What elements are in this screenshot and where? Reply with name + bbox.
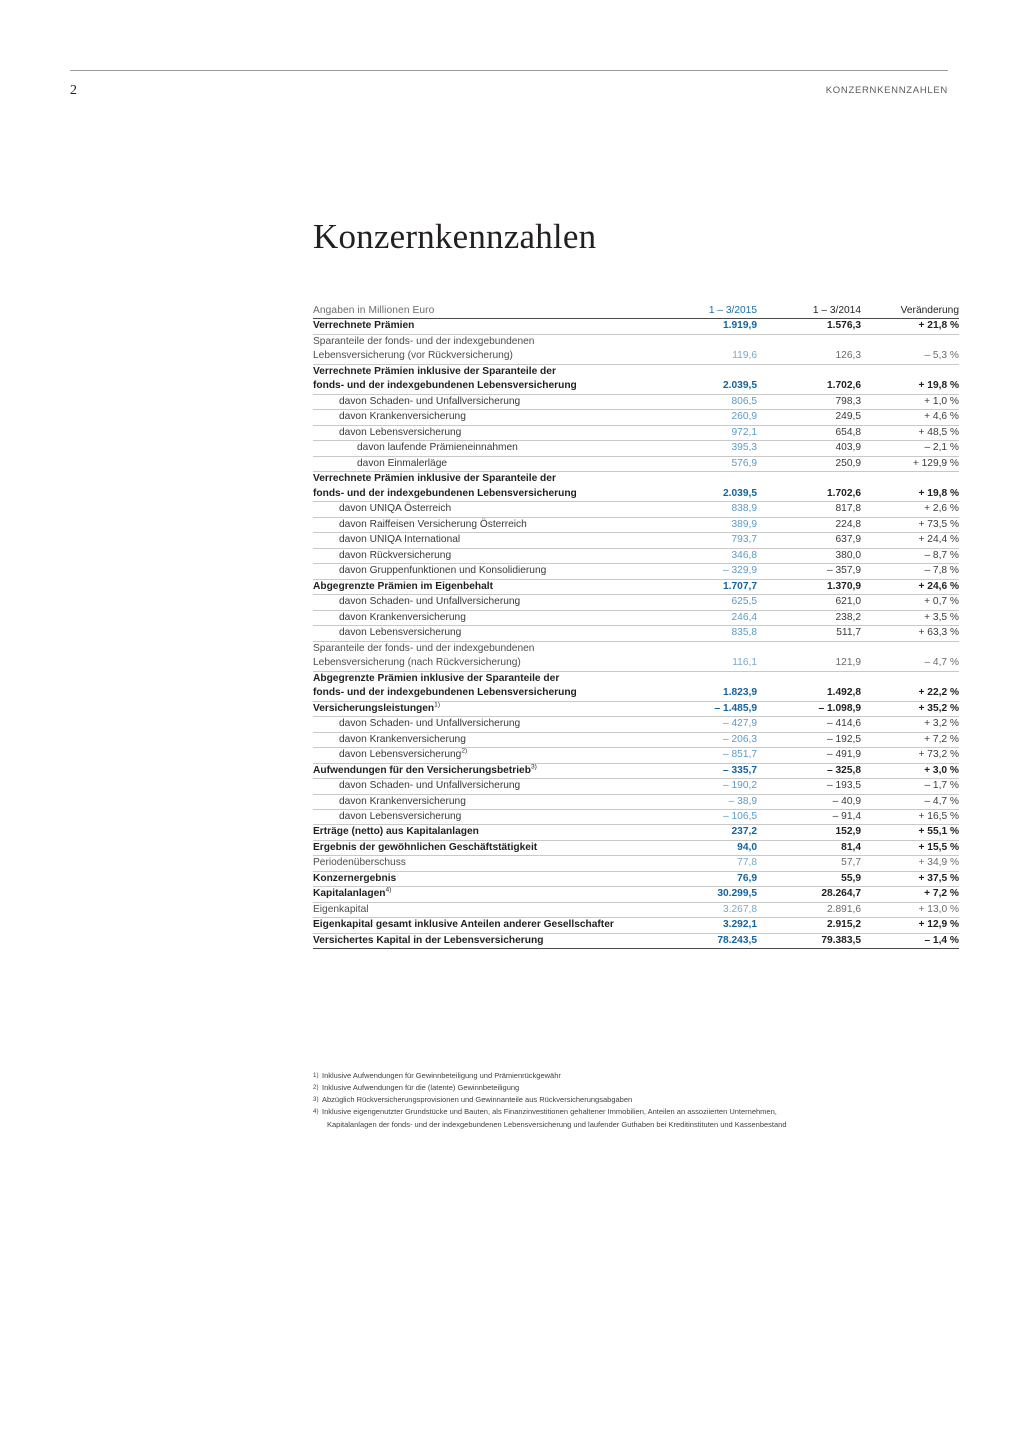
- table-row: [313, 472, 959, 502]
- row-label: [313, 918, 653, 933]
- row-value-change: + 21,8 %: [861, 319, 959, 334]
- row-value-change: + 35,2 %: [861, 701, 959, 716]
- row-value-year-current: 246,4: [653, 610, 757, 625]
- table-row: [313, 564, 959, 579]
- row-value-year-current: 395,3: [653, 441, 757, 456]
- row-value-year-current: 78.243,5: [653, 933, 757, 948]
- row-label-line1: davon Gruppenfunktionen und Konsolidierung: [339, 565, 547, 577]
- row-label-line1: davon Lebensversicherung: [339, 627, 462, 639]
- row-value-year-current: 389,9: [653, 517, 757, 532]
- table-row: [313, 717, 959, 732]
- row-label: [313, 779, 653, 794]
- table-row: [313, 595, 959, 610]
- table-row: [313, 856, 959, 871]
- row-value-year-previous: – 414,6: [757, 717, 861, 732]
- row-value-year-current: 237,2: [653, 825, 757, 840]
- row-label: [313, 717, 653, 732]
- row-value-change: + 19,8 %: [861, 364, 959, 394]
- row-value-year-previous: – 192,5: [757, 732, 861, 747]
- footnote-marker: 1): [434, 701, 441, 709]
- row-value-year-previous: 55,9: [757, 871, 861, 886]
- row-value-year-previous: 1.702,6: [757, 364, 861, 394]
- row-label-line1: Versicherungsleistungen: [313, 702, 435, 714]
- row-label: [313, 856, 653, 871]
- row-label-line2: fonds- und der indexgebundenen Lebensversicherung: [313, 380, 577, 392]
- row-label-line1: davon Lebensversicherung: [339, 426, 462, 438]
- footnote-text-line1: Inklusive Aufwendungen für Gewinnbeteiligung und Prämienrückgewähr: [322, 1071, 561, 1080]
- row-value-year-previous: – 357,9: [757, 564, 861, 579]
- footnote-text-line2: Kapitalanlagen der fonds- und der indexgebundenen Lebensversicherung und laufender Guthaben bei Kreditinstituten und Kassenbestand: [327, 1119, 787, 1129]
- row-value-change: – 1,4 %: [861, 933, 959, 948]
- row-value-year-previous: 1.370,9: [757, 579, 861, 594]
- footnote-marker: 4): [385, 887, 392, 895]
- row-value-year-previous: 403,9: [757, 441, 861, 456]
- row-value-year-current: 1.707,7: [653, 579, 757, 594]
- table-row: [313, 902, 959, 917]
- row-label: [313, 394, 653, 409]
- row-value-change: – 4,7 %: [861, 641, 959, 671]
- table-row: [313, 887, 959, 902]
- row-label-line2: Lebensversicherung (vor Rückversicherung): [313, 350, 513, 362]
- row-label-line1: Verrechnete Prämien: [313, 320, 415, 332]
- row-label-line1: davon UNIQA Österreich: [339, 503, 452, 515]
- row-value-change: + 16,5 %: [861, 809, 959, 824]
- row-value-year-previous: 637,9: [757, 533, 861, 548]
- row-value-change: + 24,6 %: [861, 579, 959, 594]
- row-value-year-current: – 851,7: [653, 748, 757, 763]
- row-value-year-current: 838,9: [653, 502, 757, 517]
- row-label-line1: davon UNIQA International: [339, 534, 461, 546]
- row-value-year-current: 76,9: [653, 871, 757, 886]
- column-header-year-previous: 1 – 3/2014: [757, 304, 861, 319]
- row-value-change: – 4,7 %: [861, 794, 959, 809]
- row-value-change: + 48,5 %: [861, 425, 959, 440]
- row-value-change: + 4,6 %: [861, 410, 959, 425]
- row-value-change: + 55,1 %: [861, 825, 959, 840]
- row-value-year-current: – 106,5: [653, 809, 757, 824]
- row-label-line1: Sparanteile der fonds- und der indexgebundenen: [313, 335, 535, 347]
- row-value-year-current: – 38,9: [653, 794, 757, 809]
- row-value-year-current: – 335,7: [653, 763, 757, 778]
- row-value-change: + 24,4 %: [861, 533, 959, 548]
- row-value-year-previous: 238,2: [757, 610, 861, 625]
- row-value-change: + 73,5 %: [861, 517, 959, 532]
- row-value-change: – 7,8 %: [861, 564, 959, 579]
- table-row: [313, 441, 959, 456]
- row-label-line1: davon Schaden- und Unfallversicherung: [339, 718, 521, 730]
- footnote-text: [322, 1070, 973, 1082]
- table-row: [313, 779, 959, 794]
- row-value-year-previous: 2.915,2: [757, 918, 861, 933]
- row-label-line1: Abgegrenzte Prämien im Eigenbehalt: [313, 580, 494, 592]
- row-value-year-previous: – 1.098,9: [757, 701, 861, 716]
- row-value-year-previous: 654,8: [757, 425, 861, 440]
- row-value-year-current: 3.292,1: [653, 918, 757, 933]
- row-value-change: + 1,0 %: [861, 394, 959, 409]
- table-row: [313, 763, 959, 778]
- row-value-year-previous: 249,5: [757, 410, 861, 425]
- row-label: [313, 319, 653, 334]
- table-row: [313, 748, 959, 763]
- row-label-line1: Eigenkapital: [313, 903, 369, 915]
- table-row: [313, 840, 959, 855]
- table-row: [313, 933, 959, 948]
- row-value-year-current: 346,8: [653, 548, 757, 563]
- row-label: [313, 887, 653, 902]
- row-value-year-current: 116,1: [653, 641, 757, 671]
- row-label-line1: Abgegrenzte Prämien inklusive der Sparanteile der: [313, 672, 560, 684]
- row-value-year-previous: 79.383,5: [757, 933, 861, 948]
- row-label: [313, 548, 653, 563]
- row-label-line1: davon Krankenversicherung: [339, 611, 466, 623]
- row-label: [313, 794, 653, 809]
- row-label-line1: Erträge (netto) aus Kapitalanlagen: [313, 826, 479, 838]
- row-value-year-current: 260,9: [653, 410, 757, 425]
- row-label-line1: Aufwendungen für den Versicherungsbetrieb: [313, 764, 531, 776]
- row-label-line1: Verrechnete Prämien inklusive der Sparanteile der: [313, 473, 556, 485]
- footnote-marker: 1): [313, 1072, 319, 1079]
- row-label-line1: Ergebnis der gewöhnlichen Geschäftstätigkeit: [313, 841, 538, 853]
- row-label: [313, 441, 653, 456]
- row-label-line1: Verrechnete Prämien inklusive der Sparanteile der: [313, 365, 556, 377]
- row-value-change: + 22,2 %: [861, 671, 959, 701]
- table-row: [313, 533, 959, 548]
- row-value-year-previous: 224,8: [757, 517, 861, 532]
- row-label: [313, 933, 653, 948]
- row-label: [313, 825, 653, 840]
- row-label: [313, 564, 653, 579]
- row-value-change: – 2,1 %: [861, 441, 959, 456]
- key-figures-table: [313, 304, 959, 949]
- row-label-line1: davon Rückversicherung: [339, 549, 452, 561]
- row-value-year-current: 625,5: [653, 595, 757, 610]
- row-label: [313, 579, 653, 594]
- footnote-marker: 2): [461, 747, 468, 755]
- table-row: [313, 918, 959, 933]
- row-value-year-current: – 427,9: [653, 717, 757, 732]
- footnote-item: [313, 1070, 973, 1082]
- row-label: [313, 502, 653, 517]
- table-row: [313, 517, 959, 532]
- table-row: [313, 794, 959, 809]
- row-value-year-current: – 329,9: [653, 564, 757, 579]
- footnote-marker: 4): [313, 1108, 319, 1116]
- page-title: Konzernkennzahlen: [313, 217, 597, 257]
- row-value-year-previous: 1.702,6: [757, 472, 861, 502]
- row-value-change: + 15,5 %: [861, 840, 959, 855]
- row-value-change: – 1,7 %: [861, 779, 959, 794]
- row-label-line2: fonds- und der indexgebundenen Lebensversicherung: [313, 687, 577, 699]
- row-label-line1: davon Schaden- und Unfallversicherung: [339, 395, 521, 407]
- key-figures-table-container: [313, 304, 959, 949]
- row-value-year-current: 972,1: [653, 425, 757, 440]
- table-row: [313, 871, 959, 886]
- row-value-year-previous: – 40,9: [757, 794, 861, 809]
- table-row: [313, 548, 959, 563]
- row-value-year-previous: 817,8: [757, 502, 861, 517]
- row-value-change: + 13,0 %: [861, 902, 959, 917]
- row-value-year-previous: 152,9: [757, 825, 861, 840]
- row-value-change: + 63,3 %: [861, 626, 959, 641]
- table-row: [313, 641, 959, 671]
- table-row: [313, 579, 959, 594]
- row-label: [313, 809, 653, 824]
- row-value-year-previous: 798,3: [757, 394, 861, 409]
- row-label: [313, 517, 653, 532]
- row-value-change: + 73,2 %: [861, 748, 959, 763]
- row-label: [313, 871, 653, 886]
- row-label: [313, 425, 653, 440]
- table-row: [313, 732, 959, 747]
- row-label: [313, 840, 653, 855]
- row-label: [313, 456, 653, 471]
- row-value-year-current: 2.039,5: [653, 364, 757, 394]
- footnote-marker: 3): [313, 1096, 319, 1104]
- row-label: [313, 902, 653, 917]
- row-label-line1: davon Krankenversicherung: [339, 733, 466, 745]
- table-row: [313, 626, 959, 641]
- row-label: [313, 410, 653, 425]
- table-row: [313, 394, 959, 409]
- table-row: [313, 610, 959, 625]
- row-label-line1: davon Lebensversicherung: [339, 810, 462, 822]
- page-number: 2: [70, 83, 77, 98]
- row-value-change: + 3,0 %: [861, 763, 959, 778]
- row-label: [313, 626, 653, 641]
- row-value-year-previous: 621,0: [757, 595, 861, 610]
- row-label-line1: davon Lebensversicherung: [339, 749, 462, 761]
- footnote-text: [322, 1082, 973, 1094]
- row-value-change: + 7,2 %: [861, 887, 959, 902]
- row-label-line1: Versichertes Kapital in der Lebensversicherung: [313, 934, 544, 946]
- row-label: [313, 748, 653, 763]
- row-value-year-previous: 81,4: [757, 840, 861, 855]
- footnote-text-line1: Abzüglich Rückversicherungsprovisionen und Gewinnanteile aus Rückversicherungsabgaben: [322, 1095, 633, 1105]
- row-label: [313, 364, 653, 394]
- table-row: [313, 456, 959, 471]
- row-value-year-current: 1.823,9: [653, 671, 757, 701]
- row-value-year-current: 576,9: [653, 456, 757, 471]
- table-row: [313, 502, 959, 517]
- header-rule: [70, 70, 948, 71]
- table-row: [313, 671, 959, 701]
- row-label-line1: davon Einmalerläge: [357, 457, 448, 469]
- footnote-text-line1: Inklusive eigengenutzter Grundstücke und Bauten, als Finanzinvestitionen gehaltener Immobilien, Anteilen an assoziierten Unternehmen,: [322, 1107, 777, 1117]
- row-value-year-previous: 57,7: [757, 856, 861, 871]
- row-value-year-previous: – 325,8: [757, 763, 861, 778]
- table-header-row: [313, 304, 959, 319]
- row-value-year-previous: – 91,4: [757, 809, 861, 824]
- row-label-line1: Konzernergebnis: [313, 872, 397, 884]
- row-label: [313, 610, 653, 625]
- row-value-year-previous: 1.576,3: [757, 319, 861, 334]
- row-label-line1: Sparanteile der fonds- und der indexgebundenen: [313, 642, 535, 654]
- row-value-year-current: 77,8: [653, 856, 757, 871]
- row-value-year-previous: 380,0: [757, 548, 861, 563]
- row-value-year-current: 3.267,8: [653, 902, 757, 917]
- row-value-year-current: 30.299,5: [653, 887, 757, 902]
- row-value-change: + 19,8 %: [861, 472, 959, 502]
- table-row: [313, 334, 959, 364]
- row-label: [313, 671, 653, 701]
- row-value-year-current: – 206,3: [653, 732, 757, 747]
- row-value-year-previous: – 193,5: [757, 779, 861, 794]
- row-value-change: + 129,9 %: [861, 456, 959, 471]
- column-header-year-current: 1 – 3/2015: [653, 304, 757, 319]
- row-value-change: + 2,6 %: [861, 502, 959, 517]
- row-label: [313, 334, 653, 364]
- row-label: [313, 472, 653, 502]
- row-label: [313, 701, 653, 716]
- row-value-year-current: 94,0: [653, 840, 757, 855]
- footnote-text-line1: Inklusive Aufwendungen für die (latente) Gewinnbeteiligung: [322, 1083, 520, 1093]
- row-value-year-current: 2.039,5: [653, 472, 757, 502]
- row-label: [313, 533, 653, 548]
- row-value-change: – 8,7 %: [861, 548, 959, 563]
- row-label-line2: Lebensversicherung (nach Rückversicherung): [313, 657, 521, 669]
- row-label-line1: Kapitalanlagen: [313, 888, 386, 900]
- table-row: [313, 410, 959, 425]
- row-value-year-current: 793,7: [653, 533, 757, 548]
- row-value-year-current: 806,5: [653, 394, 757, 409]
- row-label-line2: fonds- und der indexgebundenen Lebensversicherung: [313, 487, 577, 499]
- row-value-change: + 12,9 %: [861, 918, 959, 933]
- row-value-change: + 3,2 %: [861, 717, 959, 732]
- footnote-item: [313, 1082, 973, 1094]
- row-label-line1: davon Krankenversicherung: [339, 411, 466, 423]
- row-value-change: + 3,5 %: [861, 610, 959, 625]
- row-label-line1: davon Schaden- und Unfallversicherung: [339, 596, 521, 608]
- row-label-line1: davon Raiffeisen Versicherung Österreich: [339, 518, 527, 530]
- column-header-units: Angaben in Millionen Euro: [313, 304, 653, 319]
- row-value-year-previous: 126,3: [757, 334, 861, 364]
- row-value-year-current: 1.919,9: [653, 319, 757, 334]
- row-value-change: + 7,2 %: [861, 732, 959, 747]
- row-value-year-previous: 1.492,8: [757, 671, 861, 701]
- table-header: [313, 304, 959, 319]
- row-value-year-current: – 1.485,9: [653, 701, 757, 716]
- footnote-item: [313, 1094, 973, 1106]
- row-value-year-current: 119,6: [653, 334, 757, 364]
- row-label: [313, 641, 653, 671]
- footnote-marker: 2): [313, 1084, 319, 1092]
- table-row: [313, 364, 959, 394]
- row-value-change: + 34,9 %: [861, 856, 959, 871]
- row-label: [313, 732, 653, 747]
- row-value-year-current: – 190,2: [653, 779, 757, 794]
- row-value-change: – 5,3 %: [861, 334, 959, 364]
- table-row: [313, 825, 959, 840]
- row-value-change: + 0,7 %: [861, 595, 959, 610]
- footnote-list: [313, 1070, 973, 1131]
- footnote-marker: 3): [530, 763, 537, 771]
- row-value-year-previous: 121,9: [757, 641, 861, 671]
- table-row: [313, 701, 959, 716]
- row-label-line1: davon laufende Prämieneinnahmen: [357, 442, 518, 454]
- row-value-year-previous: 250,9: [757, 456, 861, 471]
- footnote-item: [313, 1106, 973, 1130]
- row-value-year-current: 835,8: [653, 626, 757, 641]
- row-label-line1: davon Krankenversicherung: [339, 795, 466, 807]
- row-value-year-previous: 2.891,6: [757, 902, 861, 917]
- table-row: [313, 809, 959, 824]
- row-label-line1: davon Schaden- und Unfallversicherung: [339, 780, 521, 792]
- table-body: [313, 319, 959, 949]
- row-label: [313, 763, 653, 778]
- row-value-change: + 37,5 %: [861, 871, 959, 886]
- footnote-text: [322, 1106, 973, 1130]
- row-value-year-previous: 28.264,7: [757, 887, 861, 902]
- table-row: [313, 319, 959, 334]
- row-label: [313, 595, 653, 610]
- row-label-line1: Periodenüberschuss: [313, 857, 406, 869]
- footnote-text: [322, 1094, 973, 1106]
- table-row: [313, 425, 959, 440]
- running-head-title: KONZERNKENNZAHLEN: [825, 85, 948, 96]
- column-header-change: Veränderung: [861, 304, 959, 319]
- row-value-year-previous: – 491,9: [757, 748, 861, 763]
- row-label-line1: Eigenkapital gesamt inklusive Anteilen anderer Gesellschafter: [313, 919, 614, 931]
- row-value-year-previous: 511,7: [757, 626, 861, 641]
